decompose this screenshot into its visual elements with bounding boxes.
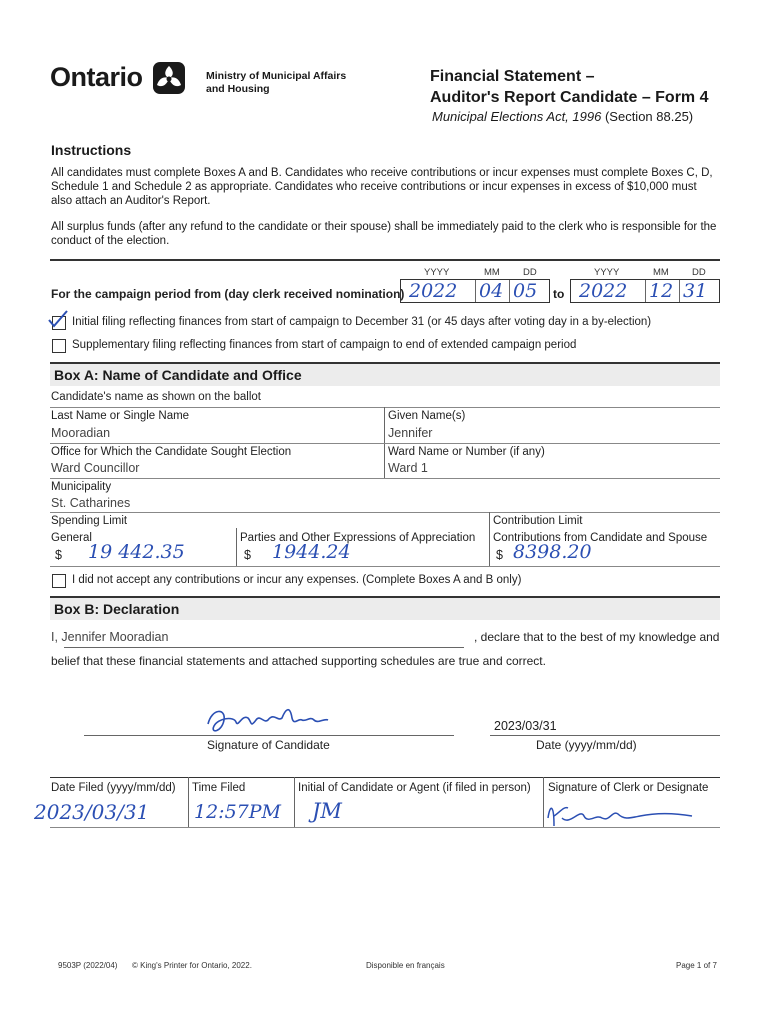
act-reference: Municipal Elections Act, 1996 (Section 88.25) — [432, 109, 694, 124]
declaration-date-label: Date (yyyy/mm/dd) — [536, 738, 637, 752]
parties-dollar: $ — [244, 548, 251, 562]
contribution-sub-label: Contributions from Candidate and Spouse — [493, 532, 708, 544]
date-filed-value[interactable]: 2023/03/31 — [34, 800, 150, 824]
initial-value[interactable]: JM — [312, 799, 342, 823]
municipality-value[interactable]: St. Catharines — [51, 496, 131, 510]
general-label: General — [51, 532, 92, 544]
ward-label: Ward Name or Number (if any) — [388, 446, 545, 458]
from-year-value: 2022 — [409, 280, 458, 302]
french-link[interactable]: Disponible en français — [366, 961, 445, 970]
to-month-value: 12 — [649, 280, 674, 302]
instructions-heading: Instructions — [51, 142, 132, 158]
to-date-field[interactable] — [570, 279, 720, 303]
to-yyyy-label: YYYY — [594, 267, 620, 278]
form-code: 9503P (2022/04) — [58, 961, 118, 970]
initial-filing-label: Initial filing reflecting finances from start of campaign to December 31 (or 45 days after voting day in a by-election) — [72, 316, 652, 328]
last-name-label: Last Name or Single Name — [51, 410, 190, 422]
declare-text: , declare that to the best of my knowledge and — [474, 630, 720, 644]
office-value[interactable]: Ward Councillor — [51, 461, 140, 475]
from-dd-label: DD — [523, 267, 537, 278]
ballot-name-label: Candidate's name as shown on the ballot — [51, 391, 261, 403]
given-name-label: Given Name(s) — [388, 410, 466, 422]
parties-label: Parties and Other Expressions of Appreciation — [240, 532, 476, 544]
page-number: Page 1 of 7 — [676, 961, 717, 970]
municipality-label: Municipality — [51, 481, 112, 493]
general-value[interactable]: 19 442.35 — [88, 541, 185, 563]
contribution-value[interactable]: 8398.20 — [513, 541, 592, 563]
last-name-value[interactable]: Mooradian — [51, 426, 111, 440]
box-b-header — [50, 596, 720, 620]
contribution-dollar: $ — [496, 548, 503, 562]
declaration-date-value[interactable]: 2023/03/31 — [494, 719, 557, 733]
supplementary-filing-checkbox[interactable] — [52, 339, 66, 353]
box-a-heading: Box A: Name of Candidate and Office — [54, 367, 302, 383]
box-b-heading: Box B: Declaration — [54, 601, 180, 617]
no-contributions-label: I did not accept any contributions or incur any expenses. (Complete Boxes A and B only) — [72, 574, 522, 586]
to-day-value: 31 — [683, 280, 708, 302]
ontario-logo — [50, 62, 143, 93]
copyright: © King's Printer for Ontario, 2022. — [132, 961, 252, 970]
ward-value[interactable]: Ward 1 — [388, 461, 428, 475]
initial-filing-checkbox[interactable] — [52, 316, 66, 330]
instructions-para-1: All candidates must complete Boxes A and B. Candidates who receive contributions or incur expenses must complete Boxes C, D, Schedule 1 and Schedule 2 as appropriate. Candidates who receive contributions or incur expenses in excess of $10,000 must also attach an Auditor's Report. — [51, 167, 713, 207]
from-day-value: 05 — [513, 280, 538, 302]
signature-label: Signature of Candidate — [207, 738, 330, 752]
clerk-signature — [540, 796, 700, 836]
logo-text: Ontario — [50, 62, 143, 92]
supplementary-filing-label: Supplementary filing reflecting finances from start of campaign to end of extended campaign period — [72, 339, 577, 351]
to-label: to — [553, 287, 565, 301]
spending-limit-label: Spending Limit — [51, 515, 128, 527]
from-mm-label: MM — [484, 267, 500, 278]
general-dollar: $ — [55, 548, 62, 562]
to-year-value: 2022 — [579, 280, 628, 302]
no-contributions-checkbox[interactable] — [52, 574, 66, 588]
from-date-field[interactable] — [400, 279, 550, 303]
time-filed-value[interactable]: 12:57PM — [194, 801, 281, 823]
from-yyyy-label: YYYY — [424, 267, 450, 278]
clerk-signature-label: Signature of Clerk or Designate — [548, 782, 709, 794]
box-a-header — [50, 362, 720, 386]
ministry-name: Ministry of Municipal Affairs and Housing — [206, 70, 347, 95]
form-title: Financial Statement – Auditor's Report Candidate – Form 4 — [430, 68, 709, 106]
parties-value[interactable]: 1944.24 — [272, 541, 351, 563]
to-mm-label: MM — [653, 267, 669, 278]
from-month-value: 04 — [479, 280, 504, 302]
declarant-name[interactable]: I, Jennifer Mooradian — [51, 630, 169, 644]
to-dd-label: DD — [692, 267, 706, 278]
time-filed-label: Time Filed — [192, 782, 246, 794]
checkmark-icon — [47, 309, 69, 329]
instructions-para-2: All surplus funds (after any refund to the candidate or their spouse) shall be immediately paid to the clerk who is responsible for the conduct of the election. — [51, 221, 717, 247]
date-filed-label: Date Filed (yyyy/mm/dd) — [51, 782, 176, 794]
belief-text: belief that these financial statements and attached supporting schedules are true and correct. — [51, 654, 546, 668]
initial-label: Initial of Candidate or Agent (if filed in person) — [298, 782, 531, 794]
divider — [50, 259, 720, 261]
period-label: For the campaign period from (day clerk received nomination) — [51, 287, 405, 301]
office-label: Office for Which the Candidate Sought Election — [51, 446, 292, 458]
candidate-signature — [200, 698, 350, 740]
trillium-icon — [152, 61, 186, 95]
given-name-value[interactable]: Jennifer — [388, 426, 433, 440]
contribution-limit-label: Contribution Limit — [493, 515, 583, 527]
